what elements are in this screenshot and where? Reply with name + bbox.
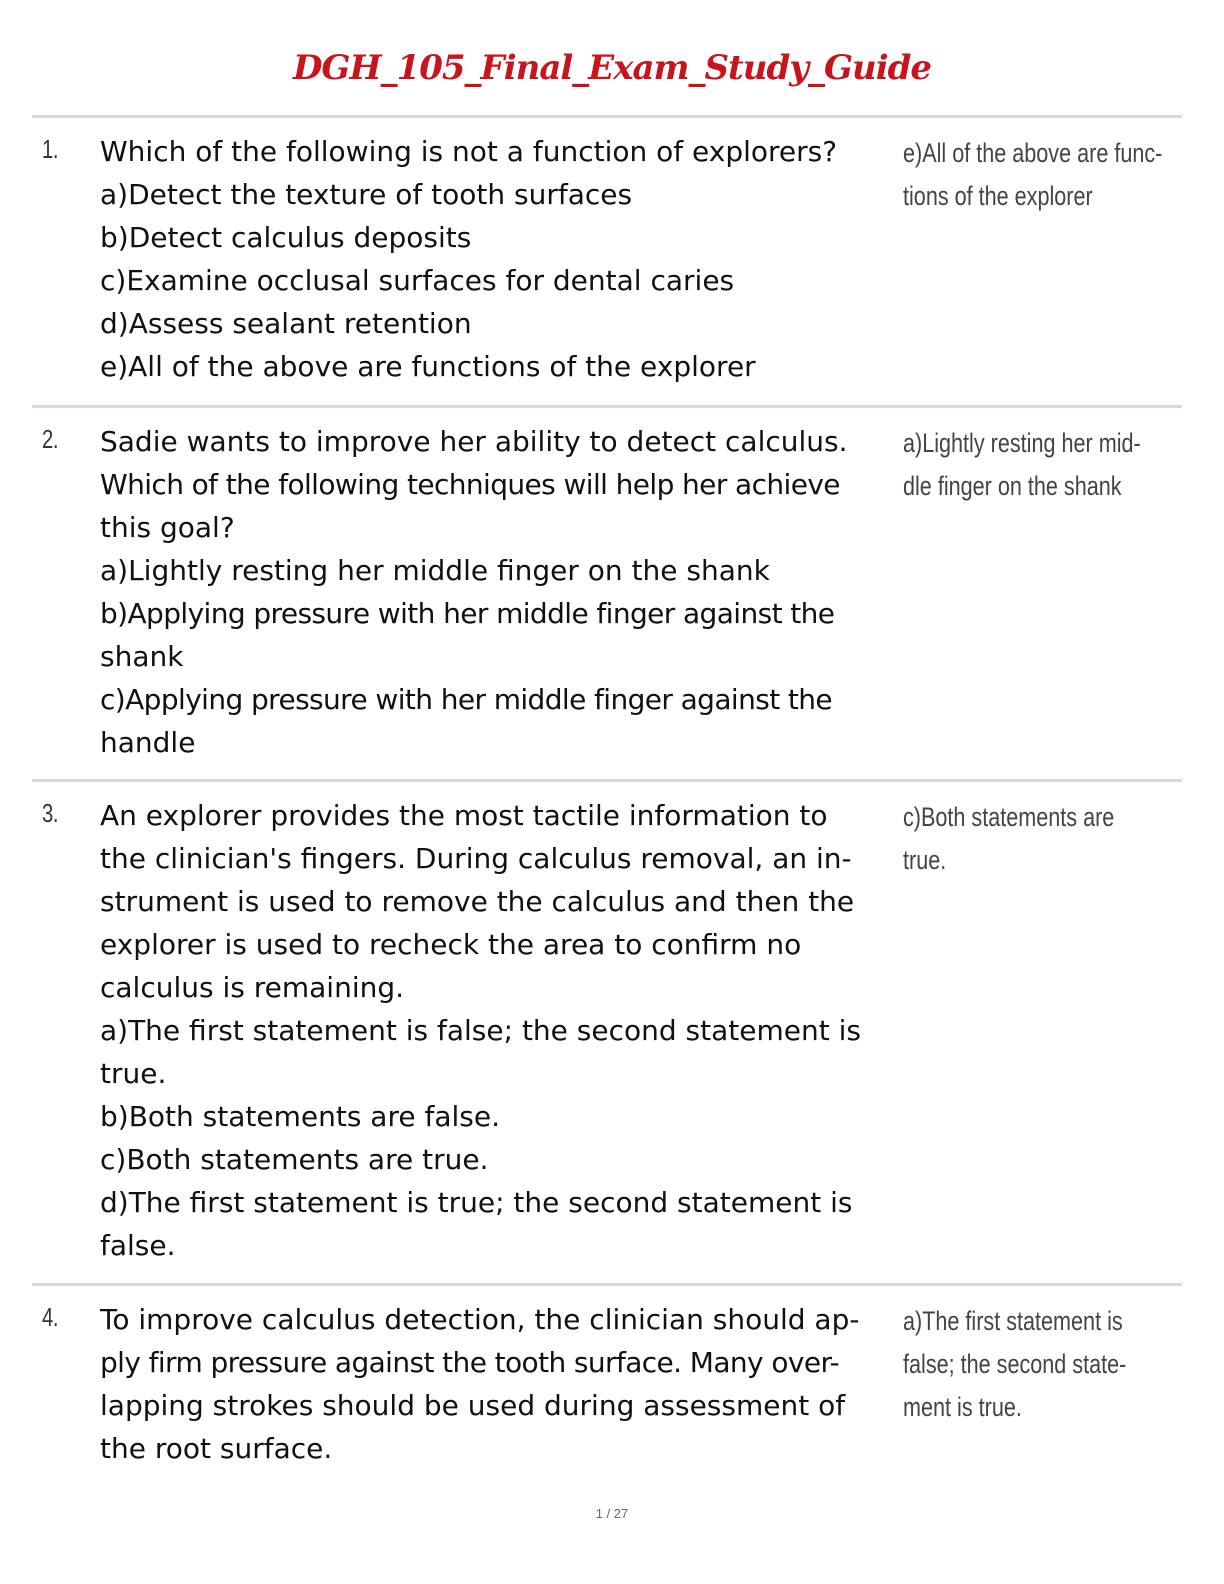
answer-line: a)Lightly resting her mid- [903, 428, 1141, 458]
option-line: c)Both statements are true. [100, 1143, 489, 1176]
question-line: Which of the following techniques will help her achieve [100, 468, 840, 501]
question-line: the root surface. [100, 1432, 333, 1465]
question-line: explorer is used to recheck the area to confirm no [100, 928, 802, 961]
question-number: 4. [42, 1302, 59, 1332]
divider [32, 1283, 1182, 1286]
answer-line: ment is true. [903, 1392, 1022, 1422]
answer-line: a)The first statement is [903, 1306, 1123, 1336]
answer-line: e)All of the above are func- [903, 138, 1163, 168]
question-line: calculus is remaining. [100, 971, 405, 1004]
answer-text [903, 1300, 1167, 1429]
answer-line: tions of the explorer [903, 181, 1093, 211]
divider [32, 405, 1182, 408]
answer-text [903, 422, 1167, 508]
answer-text [903, 132, 1167, 218]
divider [32, 115, 1182, 118]
question-line: An explorer provides the most tactile information to [100, 799, 828, 832]
divider [32, 779, 1182, 782]
question-number: 1. [42, 134, 59, 164]
question-line: Sadie wants to improve her ability to detect calculus. [100, 425, 848, 458]
page-indicator: 1 / 27 [595, 1506, 629, 1521]
option-line: a)Detect the texture of tooth surfaces [100, 178, 633, 211]
option-line: c)Applying pressure with her middle finger against the [100, 683, 833, 716]
option-line: d)Assess sealant retention [100, 307, 472, 340]
question-number: 3. [42, 798, 59, 828]
question-text [100, 794, 900, 1267]
option-line: handle [100, 726, 196, 759]
question-line: this goal? [100, 511, 235, 544]
question-line: strument is used to remove the calculus and then the [100, 885, 855, 918]
option-line: false. [100, 1229, 176, 1262]
answer-line: c)Both statements are [903, 802, 1115, 832]
question-line: To improve calculus detection, the clinician should ap- [100, 1303, 860, 1336]
document-title: DGH_105_Final_Exam_Study_Guide [292, 48, 932, 88]
answer-text [903, 796, 1167, 882]
question-text [100, 130, 900, 388]
answer-line: false; the second state- [903, 1349, 1127, 1379]
question-line: the clinician's fingers. During calculus removal, an in- [100, 842, 852, 875]
option-line: e)All of the above are functions of the explorer [100, 350, 756, 383]
option-line: true. [100, 1057, 167, 1090]
question-line: ply firm pressure against the tooth surface. Many over- [100, 1346, 840, 1379]
option-line: b)Detect calculus deposits [100, 221, 472, 254]
answer-line: true. [903, 845, 947, 875]
question-number: 2. [42, 424, 59, 454]
option-line: shank [100, 640, 184, 673]
option-line: b)Applying pressure with her middle finger against the [100, 597, 835, 630]
question-text [100, 420, 900, 764]
option-line: a)Lightly resting her middle finger on the shank [100, 554, 770, 587]
question-line: lapping strokes should be used during assessment of [100, 1389, 846, 1422]
option-line: b)Both statements are false. [100, 1100, 500, 1133]
option-line: a)The first statement is false; the second statement is [100, 1014, 861, 1047]
option-line: d)The first statement is true; the second statement is [100, 1186, 853, 1219]
question-text [100, 1298, 900, 1470]
question-line: Which of the following is not a function of explorers? [100, 135, 838, 168]
answer-line: dle finger on the shank [903, 471, 1122, 501]
option-line: c)Examine occlusal surfaces for dental caries [100, 264, 735, 297]
